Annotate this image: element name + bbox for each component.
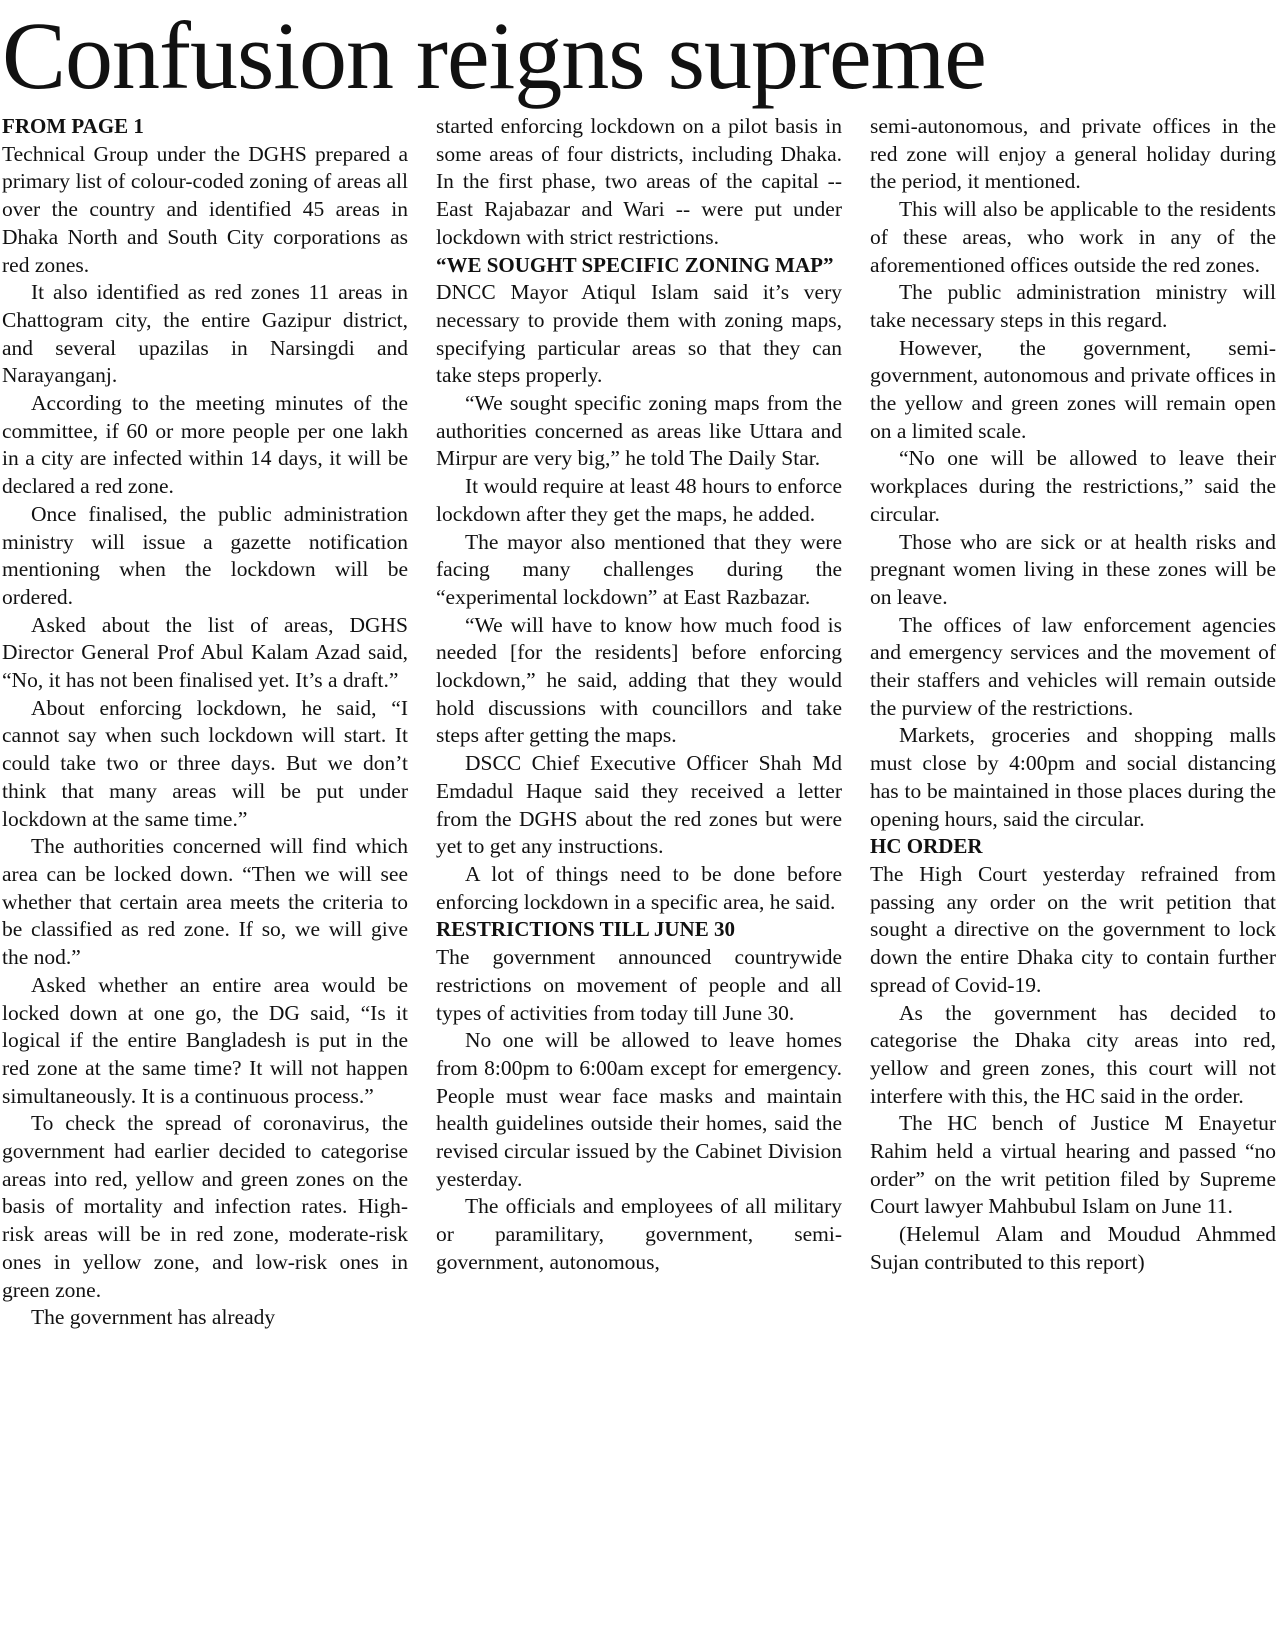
article-paragraph: Technical Group under the DGHS prepared a primary list of colour-coded zoning of areas all over the country and identified 45 areas in Dhaka North and South City corporations as red zones. (2, 141, 408, 277)
article-paragraph: DNCC Mayor Atiqul Islam said it’s very necessary to provide them with zoning maps, specifying particular areas so that they can take steps properly. (436, 280, 842, 388)
headline: Confusion reigns supreme (2, 2, 986, 109)
article-paragraph: It would require at least 48 hours to enforce lockdown after they get the maps, he added. (436, 474, 842, 526)
article-paragraph: A lot of things need to be done before enforcing lockdown in a specific area, he said. (436, 861, 842, 914)
article-paragraph: The High Court yesterday refrained from passing any order on the writ petition that sought a directive on the government to lock down the entire Dhaka city to contain further spread of Covid-19. (870, 861, 1276, 997)
article-paragraph: The government has already (31, 1305, 276, 1330)
article-paragraph: The authorities concerned will find which area can be locked down. “Then we will see whether that certain area meets the criteria to be classified as red zone. If so, we will give the nod.” (2, 834, 408, 970)
article-paragraph: Asked about the list of areas, DGHS Director General Prof Abul Kalam Azad said, “No, it has not been finalised yet. It’s a draft.” (2, 612, 408, 693)
article-paragraph: The public administration ministry will take necessary steps in this regard. (870, 280, 1276, 332)
article-column-3 (870, 113, 1276, 1643)
section-subhead: FROM PAGE 1 (2, 114, 144, 138)
article-paragraph: Asked whether an entire area would be locked down at one go, the DG said, “Is it logical if the entire Bangladesh is put in the red zone at the same time? It will not happen simultaneously. It is a continuous process.” (2, 972, 408, 1108)
article-paragraph: The government announced countrywide restrictions on movement of people and all types of activities from today till June 30. (436, 945, 842, 1025)
article-paragraph: It also identified as red zones 11 areas in Chattogram city, the entire Gazipur district, and several upazilas in Narsingdi and Narayanganj. (2, 280, 408, 388)
article-paragraph: “We sought specific zoning maps from the authorities concerned as areas like Uttara and Mirpur are very big,” he told The Daily Star. (436, 391, 842, 471)
article-column-2 (436, 113, 842, 1643)
article-paragraph: (Helemul Alam and Moudud Ahmmed Sujan contributed to this report) (870, 1222, 1276, 1274)
article-paragraph: About enforcing lockdown, he said, “I cannot say when such lockdown will start. It could take two or three days. But we don’t think that many areas will be put under lockdown at the same time.” (2, 695, 408, 831)
article-paragraph: started enforcing lockdown on a pilot basis in some areas of four districts, including Dhaka. In the first phase, two areas of the capital -- East Rajabazar and Wari -- were put under lockdown with strict restrictions. (436, 114, 842, 249)
article-paragraph: semi-autonomous, and private offices in the red zone will enjoy a general holiday during the period, it mentioned. (870, 114, 1276, 194)
article-paragraph: “No one will be allowed to leave their workplaces during the restrictions,” said the circular. (870, 446, 1276, 526)
article-paragraph: The mayor also mentioned that they were facing many challenges during the “experimental lockdown” at East Razbazar. (436, 529, 842, 609)
article-paragraph: The HC bench of Justice M Enayetur Rahim held a virtual hearing and passed “no order” on the writ petition filed by Supreme Court lawyer Mahbubul Islam on June 11. (870, 1111, 1276, 1219)
article-paragraph: According to the meeting minutes of the committee, if 60 or more people per one lakh in a city are infected within 14 days, it will be declared a red zone. (2, 391, 408, 499)
article-paragraph: The officials and employees of all military or paramilitary, government, semi-government, autonomous, (436, 1194, 842, 1274)
article-paragraph: Once finalised, the public administration ministry will issue a gazette notification mentioning when the lockdown will be ordered. (2, 501, 408, 609)
article-paragraph: Those who are sick or at health risks and pregnant women living in these zones will be on leave. (870, 529, 1276, 609)
article-paragraph: DSCC Chief Executive Officer Shah Md Emdadul Haque said they received a letter from the DGHS about the red zones but were yet to get any instructions. (436, 751, 842, 859)
section-subhead: HC ORDER (870, 834, 983, 859)
article-paragraph: This will also be applicable to the residents of these areas, who work in any of the aforementioned offices outside the red zones. (870, 197, 1276, 277)
section-subhead: “WE SOUGHT SPECIFIC ZONING MAP” (436, 252, 834, 277)
section-subhead: RESTRICTIONS TILL JUNE 30 (436, 917, 735, 942)
article-paragraph: No one will be allowed to leave homes from 8:00pm to 6:00am except for emergency. People must wear face masks and maintain health guidelines outside their homes, said the revised circular issued by the Cabinet Division yesterday. (436, 1028, 842, 1191)
article-paragraph: The offices of law enforcement agencies and emergency services and the movement of their staffers and vehicles will remain outside the purview of the restrictions. (870, 612, 1276, 720)
article-column-1 (2, 113, 408, 1643)
article-paragraph: Markets, groceries and shopping malls must close by 4:00pm and social distancing has to be maintained in those places during the opening hours, said the circular. (870, 723, 1276, 831)
article-paragraph: “We will have to know how much food is needed [for the residents] before enforcing lockdown,” he said, adding that they would hold discussions with councillors and take steps after getting the maps. (436, 612, 842, 748)
article-paragraph: To check the spread of coronavirus, the government had earlier decided to categorise areas into red, yellow and green zones on the basis of mortality and infection rates. High-risk areas will be in red zone, moderate-risk ones in yellow zone, and low-risk ones in green zone. (2, 1111, 408, 1302)
article-paragraph: However, the government, semi-government, autonomous and private offices in the yellow and green zones will remain open on a limited scale. (870, 335, 1276, 443)
article-paragraph: As the government has decided to categorise the Dhaka city areas into red, yellow and green zones, this court will not interfere with this, the HC said in the order. (870, 1000, 1276, 1108)
